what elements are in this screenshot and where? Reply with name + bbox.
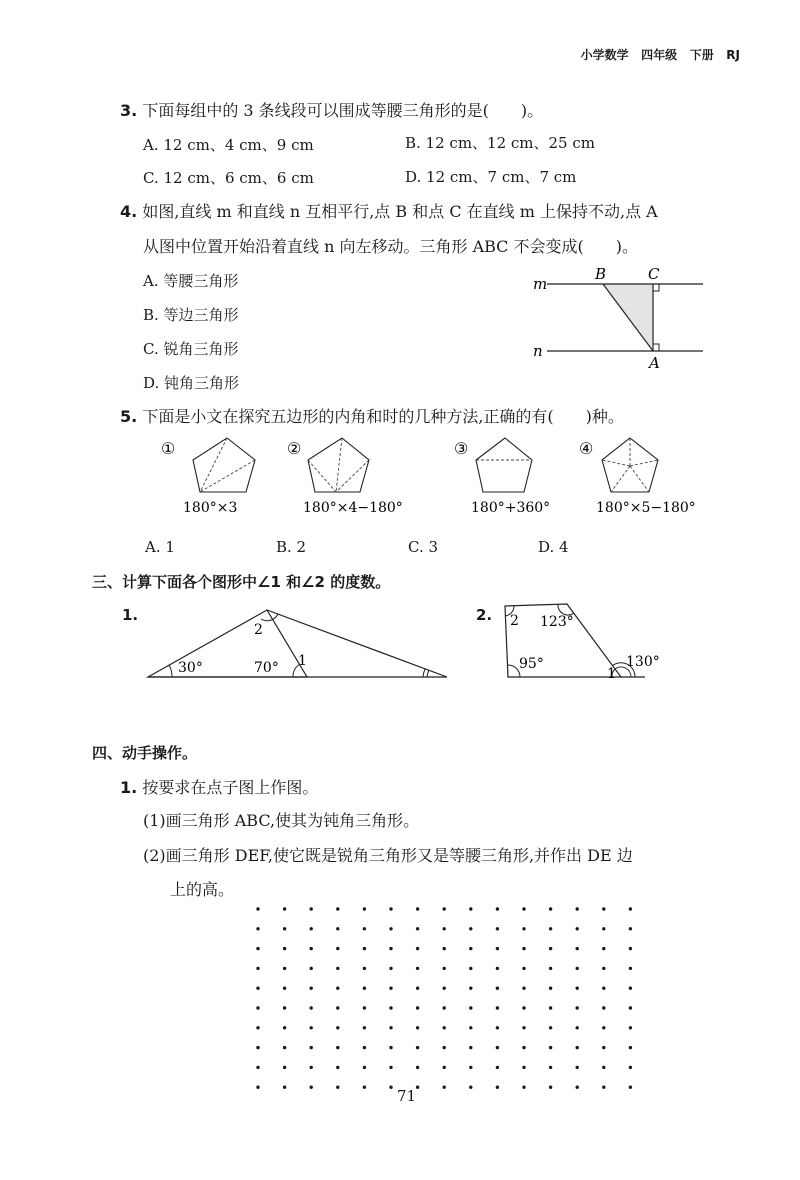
grid-dot[interactable] <box>336 927 339 930</box>
grid-dot[interactable] <box>283 1086 286 1089</box>
grid-dot[interactable] <box>283 1006 286 1009</box>
grid-dot[interactable] <box>522 1006 525 1009</box>
fig2-number: 2. <box>476 606 493 624</box>
q4-text-line2: 从图中位置开始沿着直线 n 向左移动。三角形 ABC 不会变成( )。 <box>143 237 638 256</box>
grid-dot[interactable] <box>416 907 419 910</box>
grid-dot[interactable] <box>256 1006 259 1009</box>
grid-dot[interactable] <box>549 987 552 990</box>
grid-dot[interactable] <box>416 1026 419 1029</box>
grid-dot[interactable] <box>522 1046 525 1049</box>
grid-dot[interactable] <box>256 1086 259 1089</box>
q4-option-b: B. 等边三角形 <box>143 306 239 324</box>
grid-dot[interactable] <box>629 1066 632 1069</box>
q4-text-line1: 如图,直线 m 和直线 n 互相平行,点 B 和点 C 在直线 m 上保持不动,点 A <box>142 202 658 221</box>
figure-1 <box>140 600 480 685</box>
grid-dot[interactable] <box>389 967 392 970</box>
grid-dot[interactable] <box>469 987 472 990</box>
section4-item-1 <box>120 775 318 798</box>
grid-dot[interactable] <box>283 947 286 950</box>
section4-sub2-line2: 上的高。 <box>170 880 235 899</box>
method-mark-3: ③ <box>454 439 469 458</box>
grid-dot[interactable] <box>549 1046 552 1049</box>
q3-text: 下面每组中的 3 条线段可以围成等腰三角形的是( )。 <box>142 101 544 120</box>
q5-option-c: C. 3 <box>408 538 439 556</box>
header-term: 下册 <box>689 48 714 62</box>
label-2-fig2: 2 <box>510 613 519 629</box>
grid-dot[interactable] <box>389 987 392 990</box>
label-n: n <box>533 342 543 360</box>
label-a: A <box>649 354 660 372</box>
grid-dot[interactable] <box>469 1006 472 1009</box>
section4-sub2-line1: (2)画三角形 DEF,使它既是锐角三角形又是等腰三角形,并作出 DE 边 <box>143 846 633 865</box>
grid-dot[interactable] <box>496 1066 499 1069</box>
grid-dot[interactable] <box>549 1066 552 1069</box>
label-30: 30° <box>178 660 203 676</box>
grid-dot[interactable] <box>416 1066 419 1069</box>
grid-dot[interactable] <box>416 967 419 970</box>
grid-dot[interactable] <box>602 1046 605 1049</box>
grid-dot[interactable] <box>496 1046 499 1049</box>
dot-grid[interactable] <box>250 900 670 1180</box>
grid-dot[interactable] <box>602 1026 605 1029</box>
grid-dot[interactable] <box>443 947 446 950</box>
grid-dot[interactable] <box>469 1046 472 1049</box>
grid-dot[interactable] <box>443 987 446 990</box>
grid-dot[interactable] <box>522 987 525 990</box>
grid-dot[interactable] <box>576 947 579 950</box>
header-subject: 小学数学 <box>580 48 629 62</box>
grid-dot[interactable] <box>256 1066 259 1069</box>
method-mark-4: ④ <box>579 439 594 458</box>
section4-item-number: 1. <box>120 778 138 797</box>
grid-dot[interactable] <box>522 1066 525 1069</box>
grid-dot[interactable] <box>256 927 259 930</box>
grid-dot[interactable] <box>549 1026 552 1029</box>
label-1: 1 <box>298 653 307 669</box>
label-95: 95° <box>519 656 544 672</box>
grid-dot[interactable] <box>602 967 605 970</box>
grid-dot[interactable] <box>602 947 605 950</box>
grid-dot[interactable] <box>629 967 632 970</box>
grid-dot[interactable] <box>522 907 525 910</box>
label-c: C <box>648 265 660 283</box>
grid-dot[interactable] <box>629 1046 632 1049</box>
label-123: 123° <box>540 614 574 630</box>
right-angle-mark-c <box>653 284 659 291</box>
method-mark-1: ① <box>161 439 176 458</box>
grid-dot[interactable] <box>363 927 366 930</box>
grid-dot[interactable] <box>576 1066 579 1069</box>
grid-dot[interactable] <box>629 1006 632 1009</box>
grid-dot[interactable] <box>416 1086 419 1089</box>
grid-dot[interactable] <box>283 1026 286 1029</box>
grid-dot[interactable] <box>336 907 339 910</box>
grid-dot[interactable] <box>496 987 499 990</box>
q5-question <box>120 404 624 427</box>
page-number: 71 <box>397 1087 417 1105</box>
q4-question-line1 <box>120 199 658 222</box>
grid-dot[interactable] <box>549 927 552 930</box>
grid-dot[interactable] <box>416 1046 419 1049</box>
grid-dot[interactable] <box>602 927 605 930</box>
grid-dot[interactable] <box>363 1066 366 1069</box>
grid-dot[interactable] <box>496 1006 499 1009</box>
header-edition: RJ <box>726 48 740 62</box>
q5-text: 下面是小文在探究五边形的内角和时的几种方法,正确的有( )种。 <box>142 407 624 426</box>
grid-dot[interactable] <box>496 1086 499 1089</box>
grid-dot[interactable] <box>602 1006 605 1009</box>
grid-dot[interactable] <box>363 967 366 970</box>
grid-dot[interactable] <box>602 1066 605 1069</box>
grid-dot[interactable] <box>496 927 499 930</box>
grid-dot[interactable] <box>496 1026 499 1029</box>
grid-dot[interactable] <box>576 1026 579 1029</box>
grid-dot[interactable] <box>576 1086 579 1089</box>
section4-item-text: 按要求在点子图上作图。 <box>142 778 319 797</box>
grid-dot[interactable] <box>310 1086 313 1089</box>
grid-dot[interactable] <box>496 947 499 950</box>
grid-dot[interactable] <box>389 907 392 910</box>
grid-dot[interactable] <box>443 967 446 970</box>
grid-dot[interactable] <box>283 967 286 970</box>
grid-dot[interactable] <box>576 967 579 970</box>
pentagon-4 <box>602 438 658 492</box>
grid-dot[interactable] <box>576 987 579 990</box>
grid-dot[interactable] <box>310 907 313 910</box>
grid-dot[interactable] <box>310 987 313 990</box>
grid-dot[interactable] <box>336 1066 339 1069</box>
grid-dot[interactable] <box>389 1006 392 1009</box>
figure-2 <box>495 598 695 683</box>
q4-option-a: A. 等腰三角形 <box>143 272 239 290</box>
grid-dot[interactable] <box>522 1026 525 1029</box>
grid-dot[interactable] <box>629 1026 632 1029</box>
label-b: B <box>595 265 607 283</box>
method-formula-1: 180°×3 <box>183 500 238 516</box>
grid-dot[interactable] <box>336 987 339 990</box>
label-70: 70° <box>254 660 279 676</box>
grid-dot[interactable] <box>310 967 313 970</box>
grid-dot[interactable] <box>363 1026 366 1029</box>
grid-dot[interactable] <box>310 1006 313 1009</box>
grid-dot[interactable] <box>469 927 472 930</box>
header-grade: 四年级 <box>641 48 678 62</box>
grid-dot[interactable] <box>310 1046 313 1049</box>
grid-dot[interactable] <box>602 1086 605 1089</box>
grid-dot[interactable] <box>363 1086 366 1089</box>
q5-option-d: D. 4 <box>538 538 569 556</box>
grid-dot[interactable] <box>336 947 339 950</box>
grid-dot[interactable] <box>336 1086 339 1089</box>
grid-dot[interactable] <box>443 1006 446 1009</box>
grid-dot[interactable] <box>363 907 366 910</box>
q3-option-b: B. 12 cm、12 cm、25 cm <box>405 134 595 152</box>
grid-dot[interactable] <box>469 1086 472 1089</box>
q5-number: 5. <box>120 407 138 426</box>
q4-number: 4. <box>120 202 138 221</box>
grid-dot[interactable] <box>549 907 552 910</box>
grid-dot[interactable] <box>469 1026 472 1029</box>
grid-dot[interactable] <box>549 1006 552 1009</box>
method-formula-2: 180°×4−180° <box>303 500 403 516</box>
grid-dot[interactable] <box>443 1026 446 1029</box>
label-m: m <box>533 275 548 293</box>
grid-dot[interactable] <box>336 967 339 970</box>
q3-option-a: A. 12 cm、4 cm、9 cm <box>143 136 314 154</box>
section3-title: 三、计算下面各个图形中∠1 和∠2 的度数。 <box>92 573 391 591</box>
grid-dot[interactable] <box>310 927 313 930</box>
grid-dot[interactable] <box>469 947 472 950</box>
grid-dot[interactable] <box>549 967 552 970</box>
grid-dot[interactable] <box>256 907 259 910</box>
angle-30-arc <box>169 665 172 677</box>
grid-dot[interactable] <box>416 927 419 930</box>
section4-title: 四、动手操作。 <box>92 744 198 762</box>
grid-dot[interactable] <box>602 907 605 910</box>
method-mark-2: ② <box>287 439 302 458</box>
section4-sub1: (1)画三角形 ABC,使其为钝角三角形。 <box>143 811 420 830</box>
figure-1-inner-line <box>267 610 447 677</box>
grid-dot[interactable] <box>336 1026 339 1029</box>
grid-dot[interactable] <box>256 987 259 990</box>
q5-figures <box>155 430 725 525</box>
grid-dot[interactable] <box>469 967 472 970</box>
grid-dot[interactable] <box>310 947 313 950</box>
grid-dot[interactable] <box>629 947 632 950</box>
grid-dot[interactable] <box>443 1046 446 1049</box>
method-formula-4: 180°×5−180° <box>596 500 696 516</box>
grid-dot[interactable] <box>629 987 632 990</box>
pentagon-2 <box>308 438 369 492</box>
q3-option-d: D. 12 cm、7 cm、7 cm <box>405 168 577 186</box>
grid-dot[interactable] <box>389 947 392 950</box>
grid-dot[interactable] <box>522 947 525 950</box>
grid-dot[interactable] <box>576 1006 579 1009</box>
grid-dot[interactable] <box>629 1086 632 1089</box>
grid-dot[interactable] <box>576 907 579 910</box>
grid-dot[interactable] <box>283 987 286 990</box>
grid-dot[interactable] <box>469 907 472 910</box>
grid-dot[interactable] <box>363 947 366 950</box>
q3-question <box>120 98 543 121</box>
grid-dot[interactable] <box>576 927 579 930</box>
grid-dot[interactable] <box>256 1026 259 1029</box>
grid-dot[interactable] <box>283 927 286 930</box>
grid-dot[interactable] <box>576 1046 579 1049</box>
fig1-number: 1. <box>122 606 139 624</box>
angle-1-arc-a <box>427 670 429 677</box>
label-130: 130° <box>626 654 660 670</box>
q5-option-b: B. 2 <box>276 538 307 556</box>
grid-dot[interactable] <box>416 1006 419 1009</box>
grid-dot[interactable] <box>496 967 499 970</box>
grid-dot[interactable] <box>389 1046 392 1049</box>
grid-dot[interactable] <box>549 947 552 950</box>
grid-dot[interactable] <box>256 967 259 970</box>
angle-1-arc-b <box>423 669 425 677</box>
grid-dot[interactable] <box>363 1006 366 1009</box>
grid-dot[interactable] <box>416 987 419 990</box>
grid-dot[interactable] <box>522 927 525 930</box>
grid-dot[interactable] <box>389 927 392 930</box>
grid-dot[interactable] <box>522 967 525 970</box>
grid-dot[interactable] <box>469 1066 472 1069</box>
grid-dot[interactable] <box>443 1086 446 1089</box>
grid-dot[interactable] <box>629 907 632 910</box>
grid-dot[interactable] <box>363 987 366 990</box>
grid-dot[interactable] <box>443 907 446 910</box>
grid-dot[interactable] <box>310 1066 313 1069</box>
grid-dot[interactable] <box>336 1006 339 1009</box>
q4-option-c: C. 锐角三角形 <box>143 340 239 358</box>
q3-option-c: C. 12 cm、6 cm、6 cm <box>143 169 314 187</box>
grid-dot[interactable] <box>310 1026 313 1029</box>
grid-dot[interactable] <box>443 1066 446 1069</box>
grid-dot[interactable] <box>283 1066 286 1069</box>
pentagon-3 <box>476 438 532 492</box>
grid-dot[interactable] <box>522 1086 525 1089</box>
grid-dot[interactable] <box>336 1046 339 1049</box>
grid-dot[interactable] <box>389 1026 392 1029</box>
grid-dot[interactable] <box>389 1086 392 1089</box>
label-1-fig2: 1 <box>607 666 616 682</box>
q3-number: 3. <box>120 101 138 120</box>
header-bar <box>581 46 740 63</box>
grid-dot[interactable] <box>443 927 446 930</box>
grid-dot[interactable] <box>629 927 632 930</box>
grid-dot[interactable] <box>496 907 499 910</box>
grid-dot[interactable] <box>602 987 605 990</box>
q5-option-a: A. 1 <box>145 538 175 556</box>
grid-dot[interactable] <box>256 947 259 950</box>
grid-dot[interactable] <box>389 1066 392 1069</box>
grid-dot[interactable] <box>363 1046 366 1049</box>
q4-figure <box>525 262 715 374</box>
pentagon-1 <box>193 438 255 492</box>
right-angle-mark-a <box>653 344 659 351</box>
grid-dot[interactable] <box>283 907 286 910</box>
q4-option-d: D. 钝角三角形 <box>143 374 240 392</box>
grid-dot[interactable] <box>256 1046 259 1049</box>
method-formula-3: 180°+360° <box>471 500 551 516</box>
figure-1-triangle <box>148 610 307 677</box>
grid-dot[interactable] <box>416 947 419 950</box>
grid-dot[interactable] <box>549 1086 552 1089</box>
label-2: 2 <box>254 622 263 638</box>
grid-dot[interactable] <box>283 1046 286 1049</box>
